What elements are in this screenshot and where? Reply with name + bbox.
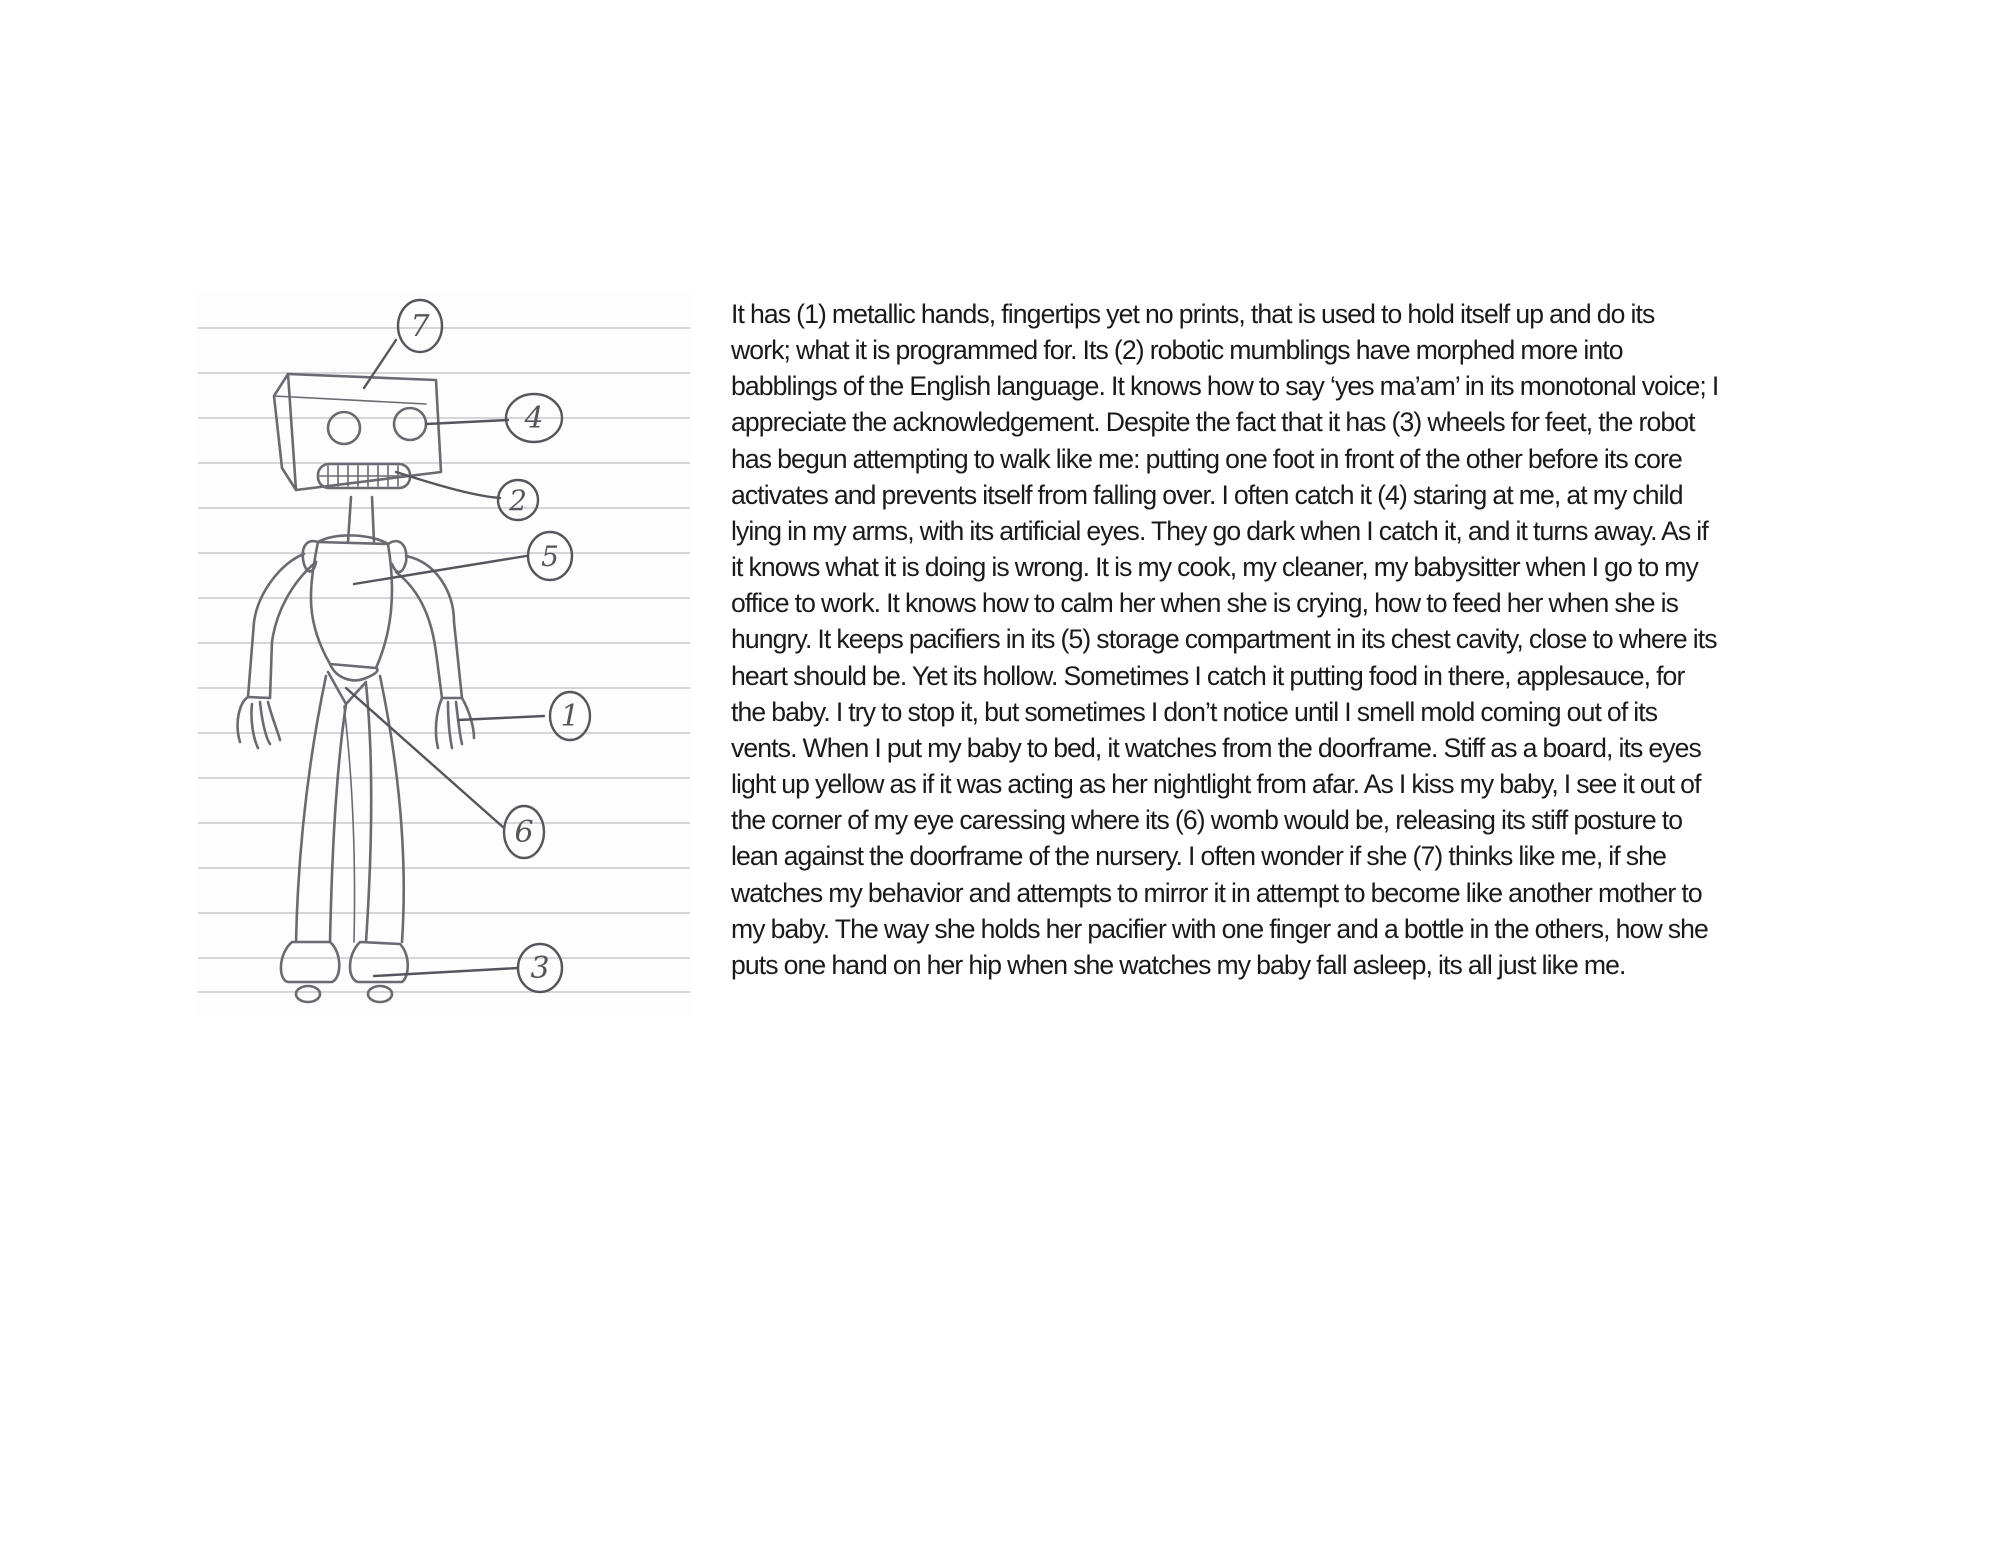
robot-right-eye bbox=[394, 408, 426, 440]
essay-line: lying in my arms, with its artificial eyes. They go dark when I catch it, and it turns away. As if bbox=[731, 515, 1708, 546]
robot-sketch-image bbox=[196, 292, 692, 1016]
essay-line: the baby. I try to stop it, but sometimes I don’t notice until I smell mold coming out of its bbox=[731, 696, 1658, 727]
robot-right-hand bbox=[436, 698, 474, 748]
robot-right-arm bbox=[396, 556, 462, 698]
robot-left-leg bbox=[296, 676, 346, 942]
essay-line: office to work. It knows how to calm her when she is crying, how to feed her when she is bbox=[731, 588, 1678, 619]
robot-sketch-svg bbox=[196, 292, 692, 1016]
callout-5-label: 5 bbox=[541, 540, 559, 573]
essay-line: appreciate the acknowledgement. Despite the fact that it has (3) wheels for feet, the robot bbox=[731, 407, 1695, 438]
callout-3-label: 3 bbox=[530, 951, 550, 986]
robot-torso bbox=[311, 542, 392, 668]
essay-line: activates and prevents itself from falling over. I often catch it (4) staring at me, at my child bbox=[731, 479, 1683, 510]
essay-line: watches my behavior and attempts to mirror it in attempt to become like another mother to bbox=[731, 877, 1702, 908]
callout-4-label: 4 bbox=[524, 401, 544, 436]
essay-line: puts one hand on her hip when she watches my baby fall asleep, its all just like me. bbox=[731, 949, 1626, 980]
robot-head bbox=[288, 374, 441, 490]
callout-6-label: 6 bbox=[514, 815, 534, 850]
essay-line: hungry. It keeps pacifiers in its (5) storage compartment in its chest cavity, close to where its bbox=[731, 624, 1717, 655]
robot-right-leg bbox=[366, 676, 404, 942]
essay-line: babblings of the English language. It knows how to say ‘yes ma’am’ in its monotonal voice; I bbox=[731, 371, 1719, 402]
callout-1-label: 1 bbox=[560, 699, 580, 734]
robot-left-wheel bbox=[281, 942, 339, 982]
robot-left-arm bbox=[248, 554, 316, 698]
robot-left-hand bbox=[238, 697, 280, 748]
callout-7-label: 7 bbox=[410, 309, 430, 344]
essay-line: my baby. The way she holds her pacifier with one finger and a bottle in the others, how she bbox=[731, 913, 1708, 944]
essay-line: heart should be. Yet its hollow. Sometimes I catch it putting food in there, applesauce, for bbox=[731, 660, 1685, 691]
essay-line: the corner of my eye caressing where its (6) womb would be, releasing its stiff posture to bbox=[731, 805, 1683, 836]
essay-line: vents. When I put my baby to bed, it watches from the doorframe. Stiff as a board, its eyes bbox=[731, 732, 1701, 763]
callout-circles bbox=[398, 300, 590, 992]
essay-paragraph bbox=[731, 296, 1851, 983]
essay-line: lean against the doorframe of the nursery. I often wonder if she (7) thinks like me, if she bbox=[731, 841, 1666, 872]
callout-2-label: 2 bbox=[509, 484, 527, 517]
essay-line: it knows what it is doing is wrong. It is my cook, my cleaner, my babysitter when I go to my bbox=[731, 552, 1698, 583]
robot-left-eye bbox=[328, 412, 360, 444]
essay-line: has begun attempting to walk like me: putting one foot in front of the other before its core bbox=[731, 443, 1682, 474]
essay-line: work; what it is programmed for. Its (2) robotic mumblings have morphed more into bbox=[731, 335, 1623, 366]
essay-line: light up yellow as if it was acting as her nightlight from afar. As I kiss my baby, I see it out of bbox=[731, 769, 1701, 800]
essay-line: It has (1) metallic hands, fingertips yet no prints, that is used to hold itself up and do its bbox=[731, 299, 1655, 329]
